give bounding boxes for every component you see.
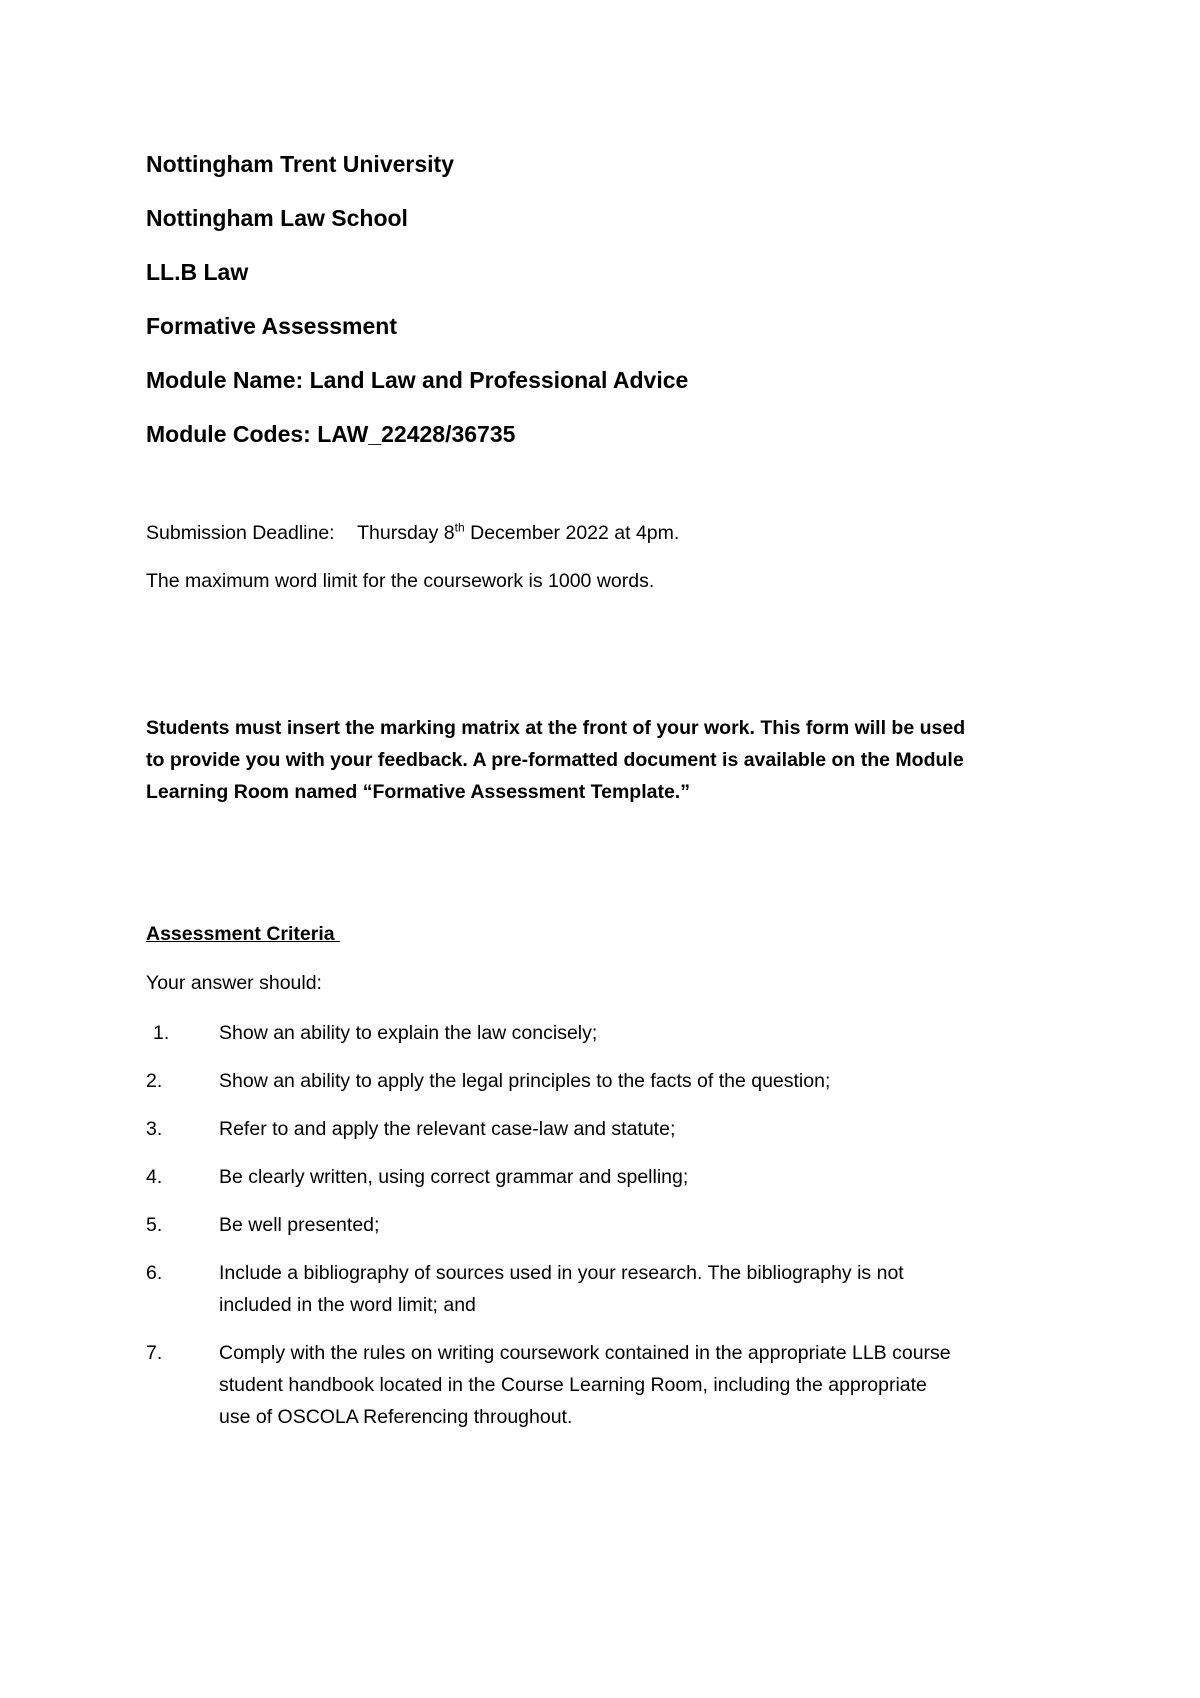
- criteria-item-text: [219, 1337, 1079, 1433]
- criteria-item-text: [219, 1017, 1079, 1049]
- module-codes-heading: Module Codes: LAW_22428/36735: [146, 421, 516, 447]
- assessment-type-heading: Formative Assessment: [146, 313, 397, 339]
- criteria-item-text: [219, 1209, 1079, 1241]
- criteria-item-line: Be clearly written, using correct grammar and spelling;: [219, 1166, 689, 1188]
- course-heading: LL.B Law: [146, 259, 249, 285]
- criteria-item-text: [219, 1161, 1079, 1193]
- criteria-item-number: 6.: [146, 1262, 163, 1284]
- criteria-item-line: Include a bibliography of sources used in your research. The bibliography is not: [219, 1262, 904, 1284]
- submission-deadline-label: Submission Deadline:: [146, 522, 335, 544]
- submission-deadline-day: Thursday 8: [357, 522, 455, 544]
- criteria-intro: Your answer should:: [146, 972, 322, 994]
- criteria-item-number: 5.: [146, 1214, 163, 1236]
- submission-deadline-rest: December 2022 at 4pm.: [464, 522, 680, 544]
- criteria-item-number: 4.: [146, 1166, 163, 1188]
- marking-matrix-notice: [146, 712, 1066, 808]
- notice-line: Learning Room named “Formative Assessment Template.”: [146, 781, 690, 803]
- criteria-item-line: use of OSCOLA Referencing throughout.: [219, 1406, 573, 1428]
- criteria-item-text: [219, 1257, 1079, 1321]
- criteria-item-line: student handbook located in the Course Learning Room, including the appropriate: [219, 1374, 927, 1396]
- submission-deadline: [146, 520, 679, 546]
- university-heading: Nottingham Trent University: [146, 151, 454, 177]
- criteria-item-line: included in the word limit; and: [219, 1294, 476, 1316]
- criteria-item-number: 2.: [146, 1070, 163, 1092]
- module-name-heading: Module Name: Land Law and Professional Advice: [146, 367, 689, 393]
- criteria-item-number: 7.: [146, 1342, 163, 1364]
- criteria-item-line: Show an ability to apply the legal principles to the facts of the question;: [219, 1070, 831, 1092]
- criteria-item-line: Refer to and apply the relevant case-law and statute;: [219, 1118, 676, 1140]
- school-heading: Nottingham Law School: [146, 205, 408, 231]
- criteria-item-number: 3.: [146, 1118, 163, 1140]
- criteria-item-line: Comply with the rules on writing coursework contained in the appropriate LLB course: [219, 1342, 951, 1364]
- assessment-criteria-title: Assessment Criteria: [146, 923, 341, 945]
- criteria-item-line: Be well presented;: [219, 1214, 380, 1236]
- criteria-item-text: [219, 1065, 1079, 1097]
- notice-line: to provide you with your feedback. A pre-formatted document is available on the Module: [146, 749, 964, 771]
- submission-deadline-day-suffix: th: [454, 520, 465, 535]
- criteria-item-number: 1.: [153, 1022, 170, 1044]
- word-limit-text: The maximum word limit for the coursework is 1000 words.: [146, 570, 655, 592]
- criteria-item-text: [219, 1113, 1079, 1145]
- notice-line: Students must insert the marking matrix at the front of your work. This form will be used: [146, 717, 966, 739]
- criteria-item-line: Show an ability to explain the law concisely;: [219, 1022, 598, 1044]
